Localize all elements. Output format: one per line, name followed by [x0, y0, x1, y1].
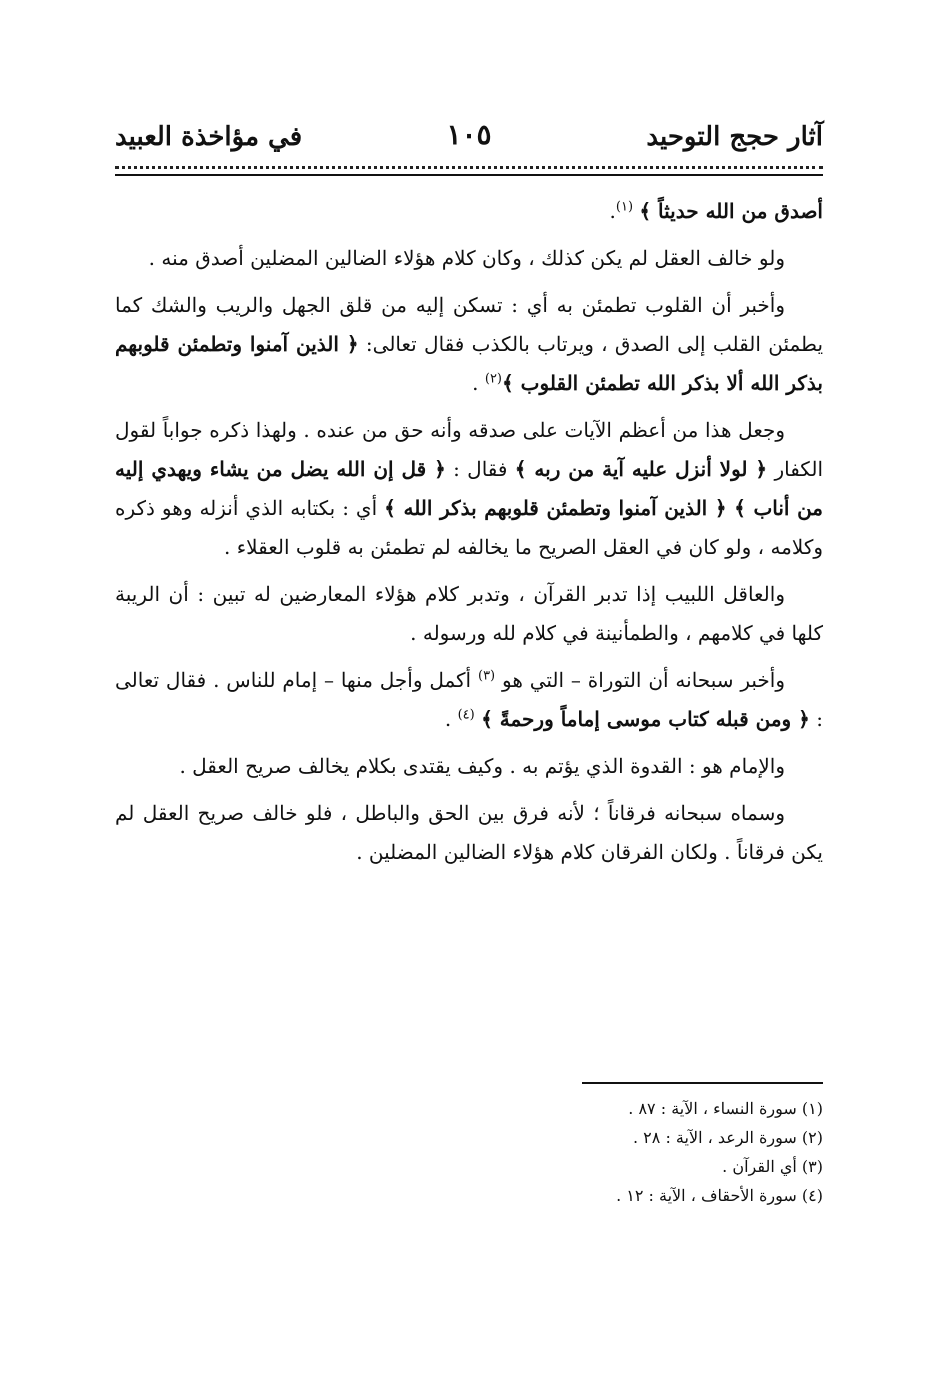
paragraph-text: أي : بكتابه الذي أنزله وهو ذكره وكلامه ، ولو كان في العقل الصريح ما يخالفه لم تطمئن به قلوب العقلاء .	[115, 496, 823, 559]
paragraph-7: والإمام هو : القدوة الذي يؤتم به . وكيف يقتدى بكلام يخالف صريح العقل .	[179, 754, 785, 778]
paragraph-text: وأخبر أن القلوب تطمئن به أي : تسكن إليه من قلق الجهل والريب والشك كما يطمئن القلب إلى الصدق ، ويرتاب بالكذب فقال تعالى:	[115, 293, 824, 356]
book-title: آثار حجج التوحيد	[646, 122, 823, 152]
header-solid-rule	[115, 174, 823, 176]
page-header	[115, 118, 823, 162]
main-text	[115, 192, 823, 880]
footnotes	[115, 1094, 823, 1210]
footnote-ref: (٤)	[457, 707, 475, 723]
paragraph-3	[115, 286, 823, 403]
paragraph-1	[115, 192, 823, 231]
footnote-1: (١) سورة النساء ، الآية : ٨٧ .	[628, 1099, 823, 1118]
paragraph-5: والعاقل اللبيب إذا تدبر القرآن ، وتدبر كلام هؤلاء المعارضين له تبين : أن الريبة كلها في كلامهم ، والطمأنينة في كلام لله ورسوله .	[115, 582, 823, 645]
page-number: ١٠٥	[446, 118, 492, 151]
footnote-ref: (٣)	[477, 668, 496, 684]
paragraph-6	[115, 661, 823, 739]
paragraph-text: فقال :	[453, 457, 508, 481]
quran-quote: ﴿ الذين آمنوا وتطمئن قلوبهم بذكر الله ألا بذكر الله تطمئن القلوب ﴾	[115, 332, 823, 395]
paragraph-2: ولو خالف العقل لم يكن كذلك ، وكان كلام هؤلاء الضالين المضلين أصدق منه .	[148, 246, 785, 270]
footnote-separator	[582, 1082, 823, 1084]
footnote-3: (٣) أي القرآن .	[722, 1157, 823, 1176]
footnote-ref: (٢)	[484, 371, 502, 387]
paragraph-end: .	[444, 707, 452, 731]
paragraph-text: وجعل هذا من أعظم الآيات على صدقه وأنه حق من عنده . ولهذا ذكره جواباً لقول الكفار	[115, 418, 824, 481]
paragraph-text: أكمل وأجل منها – إمام للناس . فقال تعالى :	[115, 668, 823, 731]
header-dotted-rule	[115, 166, 823, 174]
footnote-ref: (١)	[615, 199, 634, 215]
paragraph-8: وسماه سبحانه فرقاناً ؛ لأنه فرق بين الحق والباطل ، فلو خالف صريح العقل لم يكن فرقاناً . ولكان الفرقان كلام هؤلاء الضالين المضلين .	[115, 801, 823, 864]
quran-quote: ﴿ ومن قبله كتاب موسى إماماً ورحمةً ﴾	[481, 707, 810, 731]
footnote-4: (٤) سورة الأحقاف ، الآية : ١٢ .	[616, 1186, 823, 1205]
quran-quote: ﴿ لولا أنزل عليه آية من ربه ﴾	[514, 457, 768, 481]
chapter-title: في مؤاخذة العبيد	[115, 122, 303, 152]
paragraph-4	[115, 411, 823, 567]
quran-quote: ﴿ قل إن الله يضل من يشاء ويهدي إليه من أناب ﴾ ﴿ الذين آمنوا وتطمئن قلوبهم بذكر الله ﴾	[115, 457, 824, 520]
quran-quote: أصدق من الله حديثاً ﴾	[639, 199, 823, 223]
paragraph-text: وأخبر سبحانه أن التوراة – التي هو	[501, 668, 786, 692]
paragraph-end: .	[609, 199, 616, 223]
footnote-2: (٢) سورة الرعد ، الآية : ٢٨ .	[633, 1128, 823, 1147]
paragraph-end: .	[472, 371, 479, 395]
